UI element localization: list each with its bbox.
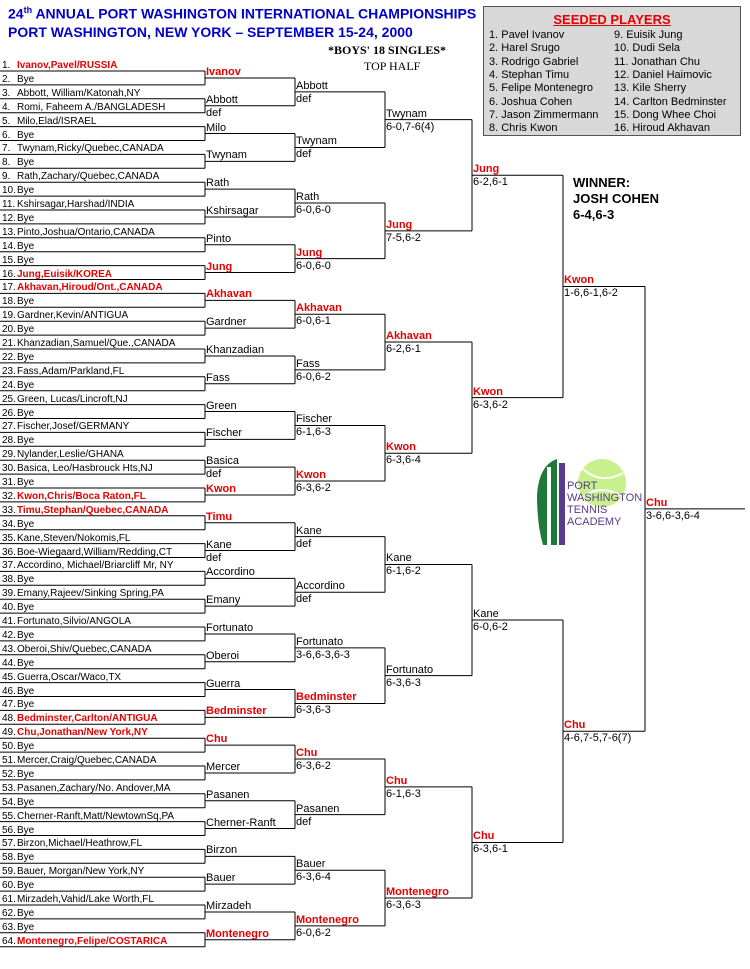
- entry-number: 53.: [2, 782, 16, 794]
- match-score: 7-5,6-2: [386, 231, 421, 244]
- entry-number: 10.: [2, 185, 16, 197]
- winner-name: Kane: [386, 552, 412, 565]
- title-rest: ANNUAL PORT WASHINGTON INTERNATIONAL CHAMPIONSHIPS: [32, 5, 477, 22]
- entry-number: 32.: [2, 490, 16, 502]
- entry-number: 30.: [2, 463, 16, 475]
- entry-name: Gardner,Kevin/ANTIGUA: [17, 310, 129, 322]
- match-score: 6-3,6-4: [386, 454, 421, 467]
- seeded-player: 5. Felipe Montenegro: [489, 82, 593, 95]
- match-score: 6-3,6-2: [296, 482, 331, 495]
- entry-number: 40.: [2, 602, 16, 614]
- entry-name: Basica, Leo/Hasbrouck Hts,NJ: [17, 463, 153, 475]
- winner-name: Birzon: [206, 844, 238, 857]
- entry-name: Bye: [17, 741, 35, 753]
- winner-name: Cherner-Ranft: [206, 816, 276, 829]
- entry-number: 54.: [2, 796, 16, 808]
- seeded-winner-name: Chu: [646, 496, 668, 509]
- entry-name: Twynam,Ricky/Quebec,CANADA: [17, 143, 164, 155]
- entry-name: Guerra,Oscar/Waco,TX: [17, 671, 122, 683]
- seeded-player: 8. Chris Kwon: [489, 122, 558, 135]
- seeded-winner-name: Akhavan: [386, 330, 432, 343]
- seeded-winner-name: Jung: [386, 218, 413, 231]
- entry-name: Fischer,Josef/GERMANY: [17, 421, 130, 433]
- entry-number: 41.: [2, 616, 16, 627]
- entry-name: Mirzadeh,Vahid/Lake Worth,FL: [17, 894, 154, 905]
- seeded-winner-name: Bedminster: [206, 705, 267, 718]
- seeded-entry-name: Ivanov,Pavel/RUSSIA: [17, 60, 118, 71]
- winner-name: Kane: [473, 608, 499, 621]
- entry-number: 38.: [2, 574, 16, 586]
- entry-number: 13.: [2, 226, 16, 238]
- entry-name: Bye: [17, 351, 35, 363]
- entry-number: 61.: [2, 894, 16, 905]
- entry-number: 55.: [2, 810, 16, 822]
- entry-name: Bye: [17, 921, 35, 933]
- winner-name: Mirzadeh: [206, 899, 252, 912]
- event-label: *BOYS' 18 SINGLES*: [328, 43, 447, 57]
- seeded-player: 10. Dudi Sela: [614, 42, 681, 55]
- seeded-winner-name: Jung: [206, 260, 233, 273]
- entry-name: Bye: [17, 324, 35, 336]
- entry-number: 48.: [2, 713, 16, 725]
- winner-name: Accordino: [296, 580, 345, 593]
- seeded-winner-name: Montenegro: [296, 913, 359, 926]
- winner-name: Guerra: [206, 677, 241, 690]
- seeded-player: 1. Pavel Ivanov: [489, 29, 565, 41]
- entry-name: Kshirsagar,Harshad/INDIA: [17, 199, 135, 210]
- entry-name: Oberoi,Shiv/Quebec,CANADA: [17, 643, 152, 655]
- entry-name: Green, Lucas/Lincroft,NJ: [17, 393, 128, 405]
- seeded-player: 2. Harel Srugo: [489, 42, 560, 55]
- entry-name: Bye: [17, 699, 35, 711]
- seeded-winner-name: Chu: [564, 719, 586, 732]
- winner-name: Twynam: [296, 135, 337, 148]
- seeded-winner-name: Chu: [296, 747, 318, 760]
- seeded-winner-name: Jung: [473, 163, 500, 176]
- entry-number: 8.: [2, 157, 11, 169]
- seeded-entry-name: Timu,Stephan/Quebec,CANADA: [17, 504, 169, 516]
- entry-number: 35.: [2, 532, 16, 544]
- match-score: 1-6,6-1,6-2: [564, 287, 618, 300]
- seeded-winner-name: Akhavan: [206, 288, 252, 301]
- entry-number: 51.: [2, 755, 16, 766]
- entry-name: Bye: [17, 435, 35, 447]
- match-score: 6-2,6-1: [473, 176, 508, 189]
- winner-name: Fortunato: [296, 635, 344, 648]
- entry-name: Rath,Zachary/Quebec,CANADA: [17, 171, 160, 183]
- entry-number: 24.: [2, 379, 16, 391]
- match-score: 6-3,6-3: [296, 704, 331, 717]
- winner-name: Abbott: [206, 93, 238, 106]
- winner-name: Fortunato: [386, 663, 434, 676]
- seeded-winner-name: Kwon: [473, 385, 503, 398]
- entry-number: 63.: [2, 921, 16, 933]
- seeded-player: 13. Kile Sherry: [614, 82, 687, 95]
- entry-number: 16.: [2, 268, 16, 280]
- winner-label: WINNER:: [573, 175, 631, 190]
- match-score: 6-0,6-1: [296, 315, 331, 328]
- winner-name: Rath: [206, 177, 230, 190]
- entry-number: 28.: [2, 435, 16, 447]
- seeded-entry-name: Montenegro,Felipe/COSTARICA: [17, 935, 168, 947]
- winner-name: Milo: [206, 121, 227, 134]
- match-score: def: [296, 537, 312, 550]
- entry-number: 1.: [2, 60, 11, 71]
- match-score: 6-3,6-3: [386, 676, 421, 689]
- entry-number: 3.: [2, 87, 11, 99]
- entry-name: Boe-Wiegaard,William/Redding,CT: [17, 546, 173, 558]
- entry-name: Fass,Adam/Parkland,FL: [17, 365, 125, 377]
- entry-name: Bye: [17, 407, 35, 419]
- entry-number: 6.: [2, 129, 11, 141]
- entry-number: 62.: [2, 907, 16, 919]
- match-score: 6-0,6-2: [296, 370, 331, 383]
- match-score: def: [296, 593, 312, 606]
- winner-score: 6-4,6-3: [573, 207, 615, 222]
- match-score: 3-6,6-3,6-4: [646, 509, 700, 522]
- entry-number: 17.: [2, 282, 16, 294]
- entry-name: Bye: [17, 657, 35, 669]
- logo-text-line3: TENNIS: [567, 504, 608, 516]
- seeded-player: 3. Rodrigo Gabriel: [489, 55, 579, 68]
- winner-name: Twynam: [206, 149, 247, 162]
- entry-number: 56.: [2, 824, 16, 836]
- winner-name: Kane: [206, 538, 232, 551]
- seeded-entry-name: Jung,Euisik/KOREA: [17, 268, 113, 280]
- seeded-player: 16. Hiroud Akhavan: [614, 122, 711, 135]
- logo-text-line2: WASHINGTON: [567, 492, 643, 504]
- winner-name: Pasanen: [206, 788, 250, 801]
- entry-name: Bye: [17, 254, 35, 266]
- match-score: def: [296, 92, 312, 105]
- winner-name: Fischer: [296, 413, 333, 426]
- title-ordinal-suffix: th: [23, 5, 33, 15]
- seeded-winner-name: Timu: [206, 510, 233, 523]
- entry-number: 52.: [2, 768, 16, 780]
- entry-number: 20.: [2, 324, 16, 336]
- entry-number: 47.: [2, 699, 16, 711]
- entry-number: 57.: [2, 838, 16, 850]
- seeded-winner-name: Kwon: [564, 274, 594, 287]
- entry-name: Bye: [17, 852, 35, 864]
- winner-name: Mercer: [206, 760, 241, 773]
- winner-name: Bauer: [206, 872, 236, 885]
- match-score: 6-3,6-4: [296, 871, 331, 884]
- seeded-winner-name: Bedminster: [296, 691, 357, 704]
- winner-name: Bauer: [296, 858, 326, 871]
- entry-number: 27.: [2, 421, 16, 433]
- match-score: 6-1,6-3: [296, 426, 331, 439]
- winner-name: Abbott: [296, 79, 328, 92]
- entry-name: Bye: [17, 73, 35, 85]
- entry-number: 31.: [2, 477, 16, 488]
- winner-name: Fischer: [206, 427, 243, 440]
- entry-number: 23.: [2, 365, 16, 377]
- entry-number: 50.: [2, 741, 16, 753]
- seeded-winner-name: Kwon: [296, 469, 326, 482]
- entry-number: 33.: [2, 504, 16, 516]
- entry-name: Bye: [17, 212, 35, 224]
- seeded-winner-name: Akhavan: [296, 302, 342, 315]
- entry-name: Bye: [17, 880, 35, 892]
- entry-name: Bye: [17, 685, 35, 697]
- entry-number: 22.: [2, 351, 16, 363]
- match-score: 3-6,6-3,6-3: [296, 648, 350, 661]
- entry-number: 29.: [2, 449, 16, 461]
- entry-number: 39.: [2, 588, 16, 600]
- seeded-winner-name: Montenegro: [206, 927, 269, 940]
- entry-number: 14.: [2, 240, 16, 252]
- entry-number: 7.: [2, 143, 11, 155]
- seeded-player: 15. Dong Whee Choi: [614, 108, 717, 121]
- match-score: 6-3,6-2: [473, 398, 508, 411]
- match-score: 6-0,6-2: [296, 926, 331, 939]
- winner-name: Basica: [206, 455, 240, 468]
- seeded-players-title: SEEDED PLAYERS: [553, 12, 671, 27]
- entry-number: 12.: [2, 212, 16, 224]
- seeded-entry-name: Chu,Jonathan/New York,NY: [17, 727, 148, 739]
- entry-name: Mercer,Craig/Quebec,CANADA: [17, 755, 157, 766]
- entry-name: Cherner-Ranft,Matt/NewtownSq,PA: [17, 810, 175, 822]
- entry-name: Fortunato,Silvio/ANGOLA: [17, 616, 131, 627]
- entry-number: 36.: [2, 546, 16, 558]
- entry-name: Bye: [17, 629, 35, 641]
- entry-number: 64.: [2, 935, 16, 947]
- winner-name: JOSH COHEN: [573, 191, 659, 206]
- entry-name: Bye: [17, 240, 35, 252]
- half-label: TOP HALF: [364, 59, 421, 73]
- seeded-player: 6. Joshua Cohen: [489, 95, 573, 108]
- winner-name: Fortunato: [206, 621, 254, 634]
- entry-name: Accordino, Michael/Briarcliff Mr, NY: [17, 560, 174, 572]
- winner-name: Kane: [296, 524, 322, 537]
- entry-number: 43.: [2, 643, 16, 655]
- entry-name: Pinto,Joshua/Ontario,CANADA: [17, 226, 155, 238]
- entry-number: 45.: [2, 671, 16, 683]
- entry-name: Romi, Faheem A./BANGLADESH: [17, 101, 166, 113]
- seeded-entry-name: Akhavan,Hiroud/Ont.,CANADA: [17, 282, 163, 294]
- seeded-winner-name: Kwon: [206, 482, 236, 495]
- seeded-winner-name: Chu: [206, 733, 228, 746]
- entry-number: 44.: [2, 657, 16, 669]
- page-subtitle: PORT WASHINGTON, NEW YORK – SEPTEMBER 15-24, 2000: [8, 24, 413, 40]
- winner-name: Gardner: [206, 316, 247, 329]
- match-score: 6-1,6-3: [386, 787, 421, 800]
- seeded-entry-name: Kwon,Chris/Boca Raton,FL: [17, 490, 146, 502]
- entry-number: 46.: [2, 685, 16, 697]
- entry-name: Bye: [17, 477, 35, 488]
- entry-number: 37.: [2, 560, 16, 572]
- winner-name: Accordino: [206, 566, 255, 579]
- title-ordinal: 24: [8, 5, 24, 22]
- entry-name: Milo,Elad/ISRAEL: [17, 115, 97, 127]
- entry-number: 60.: [2, 880, 16, 892]
- match-score: 6-0,6-0: [296, 259, 331, 272]
- seeded-player: 7. Jason Zimmermann: [489, 108, 599, 121]
- entry-number: 49.: [2, 727, 16, 739]
- logo-text-line1: PORT: [567, 480, 598, 492]
- winner-name: Green: [206, 399, 237, 412]
- match-score: def: [206, 468, 222, 481]
- match-score: 6-3,6-1: [473, 843, 508, 856]
- seeded-player: 4. Stephan Timu: [489, 68, 570, 81]
- entry-name: Bye: [17, 602, 35, 614]
- entry-name: Khanzadian,Samuel/Que.,CANADA: [17, 338, 176, 349]
- entry-number: 21.: [2, 338, 16, 349]
- match-score: def: [206, 551, 222, 564]
- winner-name: Fass: [206, 371, 230, 384]
- entry-name: Birzon,Michael/Heathrow,FL: [17, 838, 143, 850]
- match-score: 6-2,6-1: [386, 343, 421, 356]
- seeded-player: 14. Carlton Bedminster: [614, 95, 727, 108]
- match-score: 4-6,7-5,7-6(7): [564, 732, 632, 745]
- entry-number: 34.: [2, 518, 16, 530]
- seeded-winner-name: Chu: [473, 830, 495, 843]
- entry-name: Bye: [17, 379, 35, 391]
- winner-name: Kshirsagar: [206, 204, 259, 217]
- entry-number: 42.: [2, 629, 16, 641]
- entry-name: Bye: [17, 185, 35, 197]
- entry-name: Abbott, William/Katonah,NY: [17, 87, 141, 99]
- entry-number: 59.: [2, 866, 16, 878]
- match-score: 6-0,6-0: [296, 204, 331, 217]
- entry-name: Bye: [17, 907, 35, 919]
- seeded-entry-name: Bedminster,Carlton/ANTIGUA: [17, 713, 158, 725]
- entry-name: Bye: [17, 157, 35, 169]
- match-score: 6-3,6-2: [296, 760, 331, 773]
- entry-name: Bye: [17, 796, 35, 808]
- entry-name: Bauer, Morgan/New York,NY: [17, 866, 145, 878]
- entry-number: 15.: [2, 254, 16, 266]
- winner-name: Rath: [296, 191, 320, 204]
- winner-name: Oberoi: [206, 649, 240, 662]
- seeded-winner-name: Jung: [296, 246, 323, 259]
- entry-number: 4.: [2, 101, 11, 113]
- logo-text-line4: ACADEMY: [567, 516, 622, 528]
- entry-number: 26.: [2, 407, 16, 419]
- entry-name: Pasanen,Zachary/No. Andover,MA: [17, 782, 171, 794]
- match-score: def: [296, 148, 312, 161]
- entry-number: 25.: [2, 393, 16, 405]
- winner-name: Khanzadian: [206, 343, 265, 356]
- match-score: def: [206, 106, 222, 119]
- entry-name: Bye: [17, 129, 35, 141]
- entry-number: 5.: [2, 115, 11, 127]
- entry-number: 18.: [2, 296, 16, 308]
- entry-name: Bye: [17, 574, 35, 586]
- entry-name: Bye: [17, 296, 35, 308]
- entry-number: 19.: [2, 310, 16, 322]
- entry-number: 58.: [2, 852, 16, 864]
- seeded-winner-name: Ivanov: [206, 65, 241, 78]
- seeded-player: 9. Euisik Jung: [614, 29, 683, 41]
- match-score: 6-3,6-3: [386, 899, 421, 912]
- seeded-winner-name: Montenegro: [386, 886, 449, 899]
- seeded-winner-name: Kwon: [386, 441, 416, 454]
- entry-name: Nylander,Leslie/GHANA: [17, 449, 124, 461]
- winner-name: Emany: [206, 594, 241, 607]
- entry-name: Kane,Steven/Nokomis,FL: [17, 532, 131, 544]
- entry-name: Bye: [17, 518, 35, 530]
- seeded-player: 12. Daniel Haimovic: [614, 68, 712, 81]
- match-score: 6-0,7-6(4): [386, 120, 435, 133]
- entry-name: Bye: [17, 824, 35, 836]
- entry-name: Emany,Rajeev/Sinking Spring,PA: [17, 588, 164, 600]
- match-score: def: [296, 815, 312, 828]
- entry-number: 9.: [2, 171, 11, 183]
- seeded-winner-name: Chu: [386, 774, 408, 787]
- entry-number: 2.: [2, 73, 11, 85]
- match-score: 6-0,6-2: [473, 621, 508, 634]
- match-score: 6-1,6-2: [386, 565, 421, 578]
- winner-name: Pasanen: [296, 802, 340, 815]
- winner-name: Pinto: [206, 232, 232, 245]
- winner-name: Twynam: [386, 107, 427, 120]
- winner-name: Fass: [296, 357, 320, 370]
- entry-number: 11.: [2, 199, 16, 210]
- entry-name: Bye: [17, 768, 35, 780]
- seeded-player: 11. Jonathan Chu: [614, 55, 701, 68]
